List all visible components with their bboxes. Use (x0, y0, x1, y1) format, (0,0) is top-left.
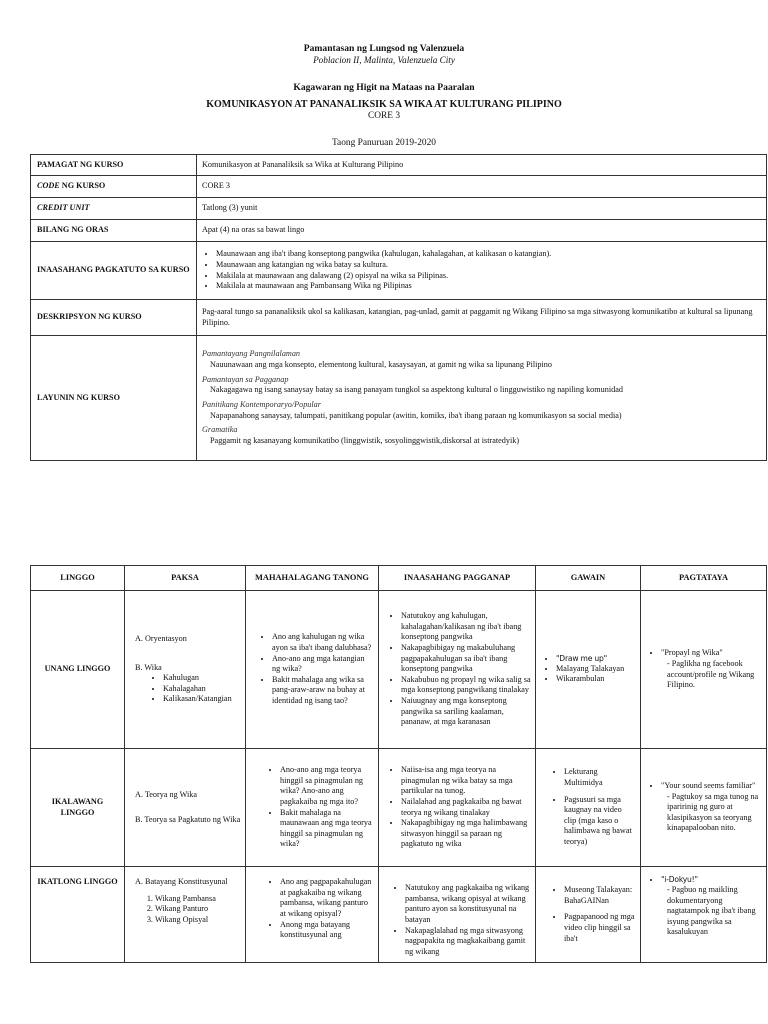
list-item: • Museong Talakayan: BahaGAINan (564, 885, 636, 906)
header-pagganap: INAASAHANG PAGGANAP (379, 566, 536, 591)
tanong-cell (246, 591, 379, 749)
table-row (31, 591, 767, 749)
paksa-cell (125, 591, 246, 749)
linggo-cell: UNANG LINGGO (31, 591, 125, 749)
row-oras (31, 220, 767, 242)
row-code (31, 176, 767, 198)
layunin-label: LAYUNIN NG KURSO (31, 336, 197, 461)
list-item: • Kahulugan (163, 673, 241, 684)
paksa-b: B. Teorya sa Pagkatuto ng Wika (135, 814, 241, 824)
header-paksa: PAKSA (125, 566, 246, 591)
list-item: • Bakit mahalaga ang wika sa pang-araw-araw na buhay at identidad ng isang tao? (272, 675, 374, 707)
pagganap-list (383, 611, 531, 728)
gawain-list (540, 885, 636, 944)
layunin-body: Nauunawaan ang mga konsepto, elementong kultural, kasaysayan, at gamit ng wika sa lipunang Pilipino (210, 360, 552, 370)
list-item: • Natutukoy ang pagkakaiba ng wikang pambansa, wikang opisyal at wikang panturo ayon sa konstitusyunal na batayan (405, 883, 531, 926)
pagtataya-sub-list (645, 659, 762, 691)
code-label-italic: CODE (37, 181, 60, 191)
list-item: • Wikarambulan (556, 674, 636, 685)
row-pamagat (31, 155, 767, 176)
layunin-title: Pamantayang Pangnilalaman (202, 349, 301, 359)
pagkatuto-item: • Makilala at maunawaan ang dalawang (2) opisyal na wika sa Pilipinas. (216, 271, 762, 282)
layunin-title: Pamantayan sa Pagganap (202, 374, 289, 384)
paksa-a: A. Batayang Konstitusyunal (135, 877, 228, 886)
course-title: KOMUNIKASYON AT PANANALIKSIK SA WIKA AT KULTURANG PILIPINO (206, 99, 562, 110)
list-item: • Ano ang pagpapakahulugan at pagkakaiba ng wikang pambansa, wikang panturo at wikang opisyal? (280, 877, 374, 920)
oras-label: BILANG NG ORAS (31, 220, 197, 242)
list-item: - Pagbuo ng maikling dokumentaryong nagtatampok ng iba't ibang isyung pangwika sa kasalukuyan (667, 885, 762, 938)
table-row (31, 749, 767, 867)
list-item: • Nakabubuo ng propayl ng wika salig sa mga konseptong pangwikang tinalakay (401, 675, 531, 696)
paksa-cell (125, 749, 246, 867)
pagkatuto-item: • Maunawaan ang katangian ng wika batay sa kultura. (216, 260, 762, 271)
department-name: Kagawaran ng Higit na Mataas na Paaralan (293, 82, 475, 93)
gawain-list (540, 654, 636, 685)
row-pagkatuto (31, 242, 767, 300)
list-item: • "Propayl ng Wika" (661, 648, 762, 659)
pagtataya-cell (641, 749, 767, 867)
tanong-cell (246, 749, 379, 867)
list-item: • Nakapaglalahad ng mga sitwasyong nagpapakita ng magkakaibang gamit ng wikang (405, 926, 531, 958)
list-item: • Kahalagahan (163, 684, 241, 695)
code-value: CORE 3 (197, 176, 767, 198)
course-info-table (30, 154, 767, 461)
pagganap-list (383, 765, 531, 850)
paksa-b: B. Wika (135, 662, 162, 672)
layunin-value (197, 336, 767, 461)
course-core: CORE 3 (367, 111, 401, 121)
layunin-title: Gramatika (202, 425, 238, 435)
pagtataya-cell (641, 867, 767, 963)
list-item: • Natutukoy ang kahulugan, kahalagahan/kalikasan ng iba't ibang konseptong pangwika (401, 611, 531, 643)
pamagat-label: PAMAGAT NG KURSO (31, 155, 197, 176)
list-item: • "Draw me up" (556, 654, 636, 664)
pagkatuto-value (197, 242, 767, 300)
header-tanong: MAHAHALAGANG TANONG (246, 566, 379, 591)
pagtataya-sub-list (645, 885, 762, 938)
paksa-b-list (129, 673, 241, 705)
linggo-cell: IKALAWANG LINGGO (31, 749, 125, 867)
pagkatuto-label: INAASAHANG PAGKATUTO SA KURSO (31, 242, 197, 300)
list-item: • Kalikasan/Katangian (163, 694, 241, 705)
pagganap-cell (379, 591, 536, 749)
pagganap-cell (379, 749, 536, 867)
university-name: Pamantasan ng Lungsod ng Valenzuela (303, 43, 465, 54)
layunin-title: Panitikang Kontemporaryo/Popular (202, 400, 321, 409)
list-item: 1. Wikang Pambansa (155, 894, 241, 905)
list-item: • Nakapagbibigay ng mga halimbawang sitwasyon hinggil sa paraan ng pagkatuto ng wika (401, 818, 531, 850)
header-linggo: LINGGO (31, 566, 125, 591)
list-item: • Anong mga batayang konstitusyunal ang (280, 920, 374, 941)
deskripsyon-value: Pag-aaral tungo sa pananaliksik ukol sa kalikasan, katangian, pag-unlad, gamit at paggamit ng Wikang Filipino sa mga sitwasyong komunikatibo at kultural sa lipunang Pilipino. (197, 300, 767, 336)
school-year: Taong Panuruan 2019-2020 (331, 138, 436, 148)
list-item: • Bakit mahalaga na maunawaan ang mga teorya hinggil sa pinagmulan ng wika? (280, 808, 374, 851)
tanong-list (250, 877, 374, 941)
pagkatuto-item: • Maunawaan ang iba't ibang konseptong pangwika (kahulugan, kahalagahan, at kalikasan o katangian). (216, 249, 762, 260)
list-item: • Lekturang Multimidya (564, 767, 636, 788)
list-item: • Ano-ano ang mga katangian ng wika? (272, 654, 374, 675)
row-layunin (31, 336, 767, 461)
list-item: - Pagtukoy sa mga tunog na iparirinig ng guro at klasipikasyon sa teoryang kinapapalooban nito. (667, 792, 762, 835)
list-item: • Ano-ano ang mga teorya hinggil sa pinagmulan ng wika? Ano-ano ang pagkakaiba ng mga ito? (280, 765, 374, 808)
pagganap-list (383, 883, 531, 958)
paksa-cell (125, 867, 246, 963)
layunin-body: Paggamit ng kasanayang komunikatibo (linggwistik, sosyolinggwistik,diskorsal at istratedyik) (210, 435, 520, 445)
list-item: • Ano ang kahulugan ng wika ayon sa iba't ibang dalubhasa? (272, 632, 374, 653)
row-credit (31, 198, 767, 220)
list-item: • "Your sound seems familiar" (661, 781, 762, 792)
code-label-rest: NG KURSO (59, 181, 106, 191)
tanong-cell (246, 867, 379, 963)
list-item: 3. Wikang Opisyal (155, 915, 241, 926)
list-item: • Pagpapanood ng mga video clip hinggil sa iba't (564, 912, 636, 944)
list-item: • Nailalahad ang pagkakaiba ng bawat teorya ng wikang tinalakay (401, 797, 531, 818)
credit-value: Tatlong (3) yunit (197, 198, 767, 220)
list-item: • Nakapagbibigay ng makabuluhang pagpapakahulugan sa iba't ibang konseptong pangwika (401, 643, 531, 675)
pagkatuto-list (202, 249, 762, 292)
table-row (31, 867, 767, 963)
credit-label: CREDIT UNIT (31, 198, 197, 220)
pagtataya-sub-list (645, 792, 762, 835)
list-item: • Pagsusuri sa mga kaugnay na video clip (mga kaso o halimbawa ng bawat teorya) (564, 795, 636, 848)
header-pagtataya: PAGTATAYA (641, 566, 767, 591)
header-gawain: GAWAIN (536, 566, 641, 591)
pagganap-cell (379, 867, 536, 963)
list-item: • "i-Dokyu!" (661, 875, 762, 885)
paksa-a: A. Oryentasyon (135, 633, 187, 643)
linggo-cell: IKATLONG LINGGO (31, 867, 125, 963)
pagtataya-list (645, 875, 762, 885)
pamagat-value: Komunikasyon at Pananaliksik sa Wika at Kulturang Pilipino (197, 155, 767, 176)
pagtataya-list (645, 781, 762, 792)
gawain-cell (536, 749, 641, 867)
schedule-table (30, 565, 767, 963)
list-item: - Paglikha ng facebook account/profile ng Wikang Filipino. (667, 659, 762, 691)
paksa-list (129, 894, 241, 926)
gawain-list (540, 767, 636, 848)
layunin-body: Napapanahong sanaysay, talumpati, panitikang popular (awitin, komiks, iba't ibang paraan ng komunikasyon sa social media) (210, 410, 622, 420)
paksa-a: A. Teorya ng Wika (135, 789, 198, 799)
pagtataya-cell (641, 591, 767, 749)
tanong-list (250, 632, 374, 707)
list-item: • Naiisa-isa ang mga teorya na pinagmulan ng wika batay sa mga partikular na tunog. (401, 765, 531, 797)
university-address: Poblacion II, Malinta, Valenzuela City (313, 55, 455, 65)
list-item: • Malayang Talakayan (556, 664, 636, 675)
deskripsyon-label: DESKRIPSYON NG KURSO (31, 300, 197, 336)
list-item: • Naiuugnay ang mga konseptong pangwika sa sariling kaalaman, pananaw, at mga karanasan (401, 696, 531, 728)
gawain-cell (536, 867, 641, 963)
layunin-body: Nakagagawa ng isang sanaysay batay sa isang panayam tungkol sa aspektong kultural o lingguwistiko ng napiling komunidad (210, 385, 623, 395)
tanong-list (250, 765, 374, 850)
pagkatuto-item: • Makilala at maunawaan ang Pambansang Wika ng Pilipinas (216, 281, 762, 292)
list-item: 2. Wikang Panturo (155, 904, 241, 915)
row-deskripsyon (31, 300, 767, 336)
code-label (31, 176, 197, 198)
pagtataya-list (645, 648, 762, 659)
oras-value: Apat (4) na oras sa bawat lingo (197, 220, 767, 242)
schedule-header-row (31, 566, 767, 591)
gawain-cell (536, 591, 641, 749)
